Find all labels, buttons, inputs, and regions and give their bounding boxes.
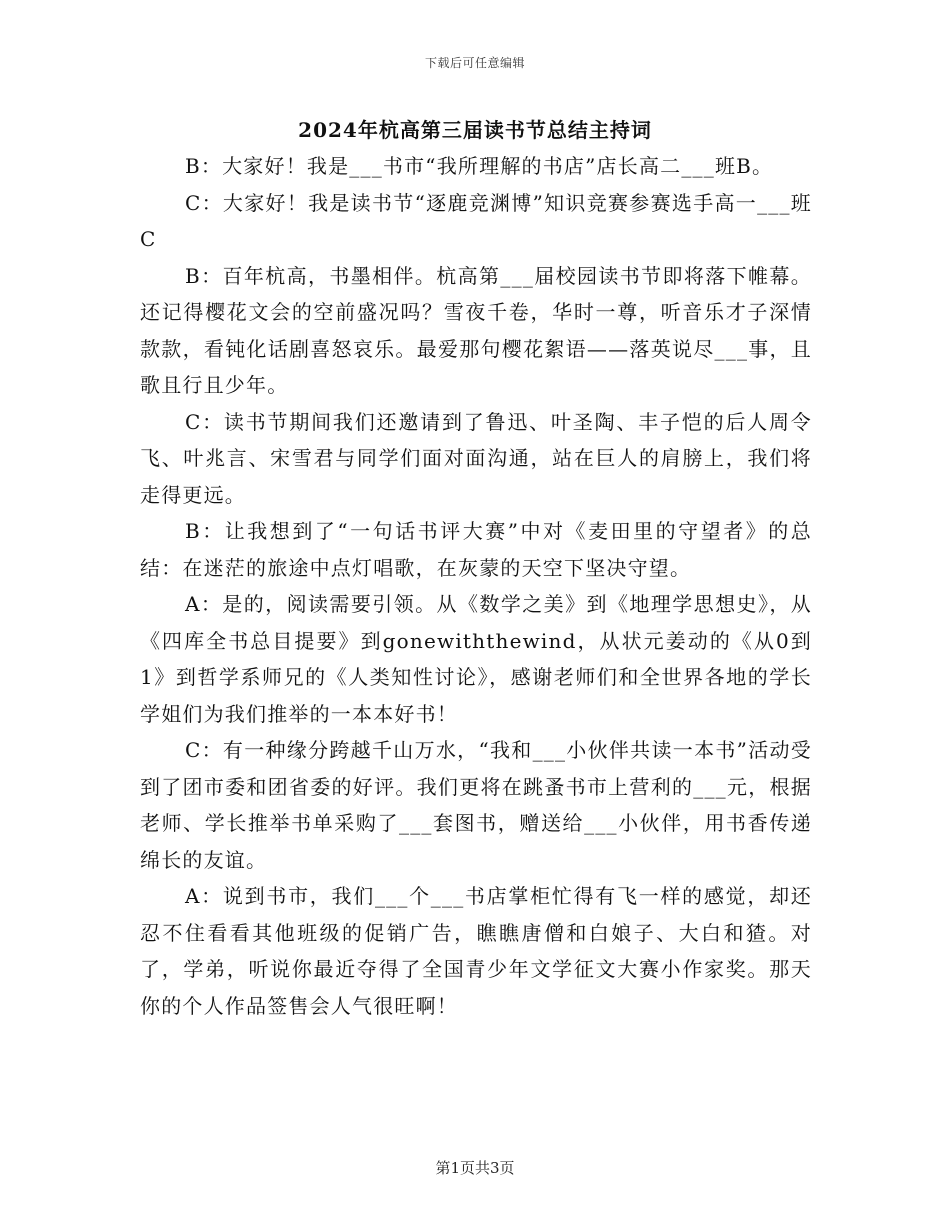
paragraph: C：有一种缘分跨越千山万水，“我和___小伙伴共读一本书”活动受到了团市委和团省委的好评。我们更将在跳蚤书市上营利的___元，根据老师、学长推举书单采购了___套图书，赠送给___小伙伴，用书香传递绵长的友谊。 [140,738,812,872]
paragraph: A：是的，阅读需要引领。从《数学之美》到《地理学思想史》，从《四库全书总目提要》到gonewiththewind，从状元姜动的《从0到1》到哲学系师兄的《人类知性讨论》，感谢老师们和全世界各地的学长学姐们为我们推举的一本本好书！ [140,592,812,726]
header-note: 下载后可任意编辑 [424,56,525,70]
paragraph: C：大家好！我是读书节“逐鹿竞渊博”知识竞赛参赛选手高一___班C [140,190,812,251]
paragraph: C：读书节期间我们还邀请到了鲁迅、叶圣陶、丰子恺的后人周令飞、叶兆言、宋雪君与同学们面对面沟通，站在巨人的肩膀上，我们将走得更远。 [140,409,812,507]
page-number: 第1页共3页 [435,1159,515,1177]
paragraph: B：百年杭高，书墨相伴。杭高第___届校园读书节即将落下帷幕。还记得樱花文会的空前盛况吗？雪夜千卷，华时一尊，听音乐才子深情款款，看钝化话剧喜怒哀乐。最爱那句樱花絮语——落英说尽___事，且歌且行且少年。 [140,263,812,397]
paragraph: B：大家好！我是___书市“我所理解的书店”店长高二___班B。 [185,154,774,178]
document-title: 2024年杭高第三届读书节总结主持词 [298,118,652,142]
paragraph: B：让我想到了“一句话书评大赛”中对《麦田里的守望者》的总结：在迷茫的旅途中点灯唱歌，在灰蒙的天空下坚决守望。 [140,519,812,580]
document-body [140,148,812,1024]
paragraph: A：说到书市，我们___个___书店掌柜忙得有飞一样的感觉，却还忍不住看看其他班级的促销广告，瞧瞧唐僧和白娘子、大白和猹。对了，学弟，听说你最近夺得了全国青少年文学征文大赛小作家奖。那天你的个人作品签售会人气很旺啊！ [140,884,812,1018]
